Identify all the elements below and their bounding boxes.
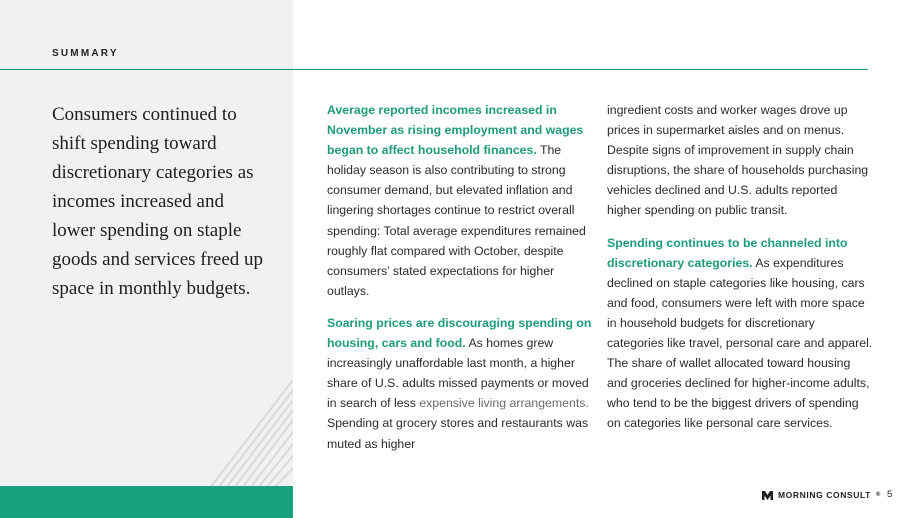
paragraph-body: The holiday season is also contributing to strong consumer demand, but elevated inflation and lingering shortages continue to restrict overall spending: Total average expenditures remained roughly flat compared with October, despite consumers’ stated expectations for higher outlays.	[327, 143, 586, 298]
paragraph-lead: Soaring prices are discouraging spending on housing, cars and food.	[327, 315, 592, 351]
paragraph-body-faint: expensive living arrangements.	[419, 396, 589, 411]
page-number: 5	[887, 489, 893, 500]
morning-consult-m-icon	[762, 491, 773, 500]
section-label: SUMMARY	[52, 48, 119, 59]
brand-logo	[762, 490, 881, 500]
paragraph-discretionary	[607, 233, 873, 434]
body-column-1	[327, 100, 593, 466]
trademark-symbol: ®	[875, 492, 881, 498]
header-divider	[0, 69, 868, 70]
paragraph-body: Spending at grocery stores and restaurants was muted as higher	[327, 416, 589, 451]
footer-accent-bar	[0, 486, 293, 518]
paragraph-lead: Average reported incomes increased in November as rising employment and wages began to affect household finances.	[327, 103, 584, 158]
paragraph-continued	[607, 100, 873, 221]
summary-headline: Consumers continued to shift spending toward discretionary categories as incomes increased and lower spending on staple goods and services freed up space in monthly budgets.	[52, 104, 264, 299]
paragraph-prices	[327, 313, 593, 454]
body-column-2	[607, 100, 873, 446]
diagonal-stripes-graphic	[200, 370, 293, 488]
paragraph-lead: Spending continues to be channeled into discretionary categories.	[607, 235, 848, 270]
paragraph-body: As homes grew increasingly unaffordable last month, a higher share of U.S. adults missed payments or moved in search of less	[327, 336, 589, 411]
paragraph-incomes	[327, 100, 593, 301]
paragraph-body: ingredient costs and worker wages drove up prices in supermarket aisles and on menus. Despite signs of improvement in supply chain disruptions, the share of households purchasing vehicles declined and U.S. adults reported higher spending on public transit.	[607, 103, 869, 218]
paragraph-body: As expenditures declined on staple categories like housing, cars and food, consumers were left with more space in household budgets for discretionary categories like travel, personal care and apparel. The share of wallet allocated toward housing and groceries declined for higher-income adults, who tend to be the biggest drivers of spending on categories like personal care services.	[607, 255, 873, 431]
brand-name: MORNING CONSULT	[778, 490, 871, 500]
